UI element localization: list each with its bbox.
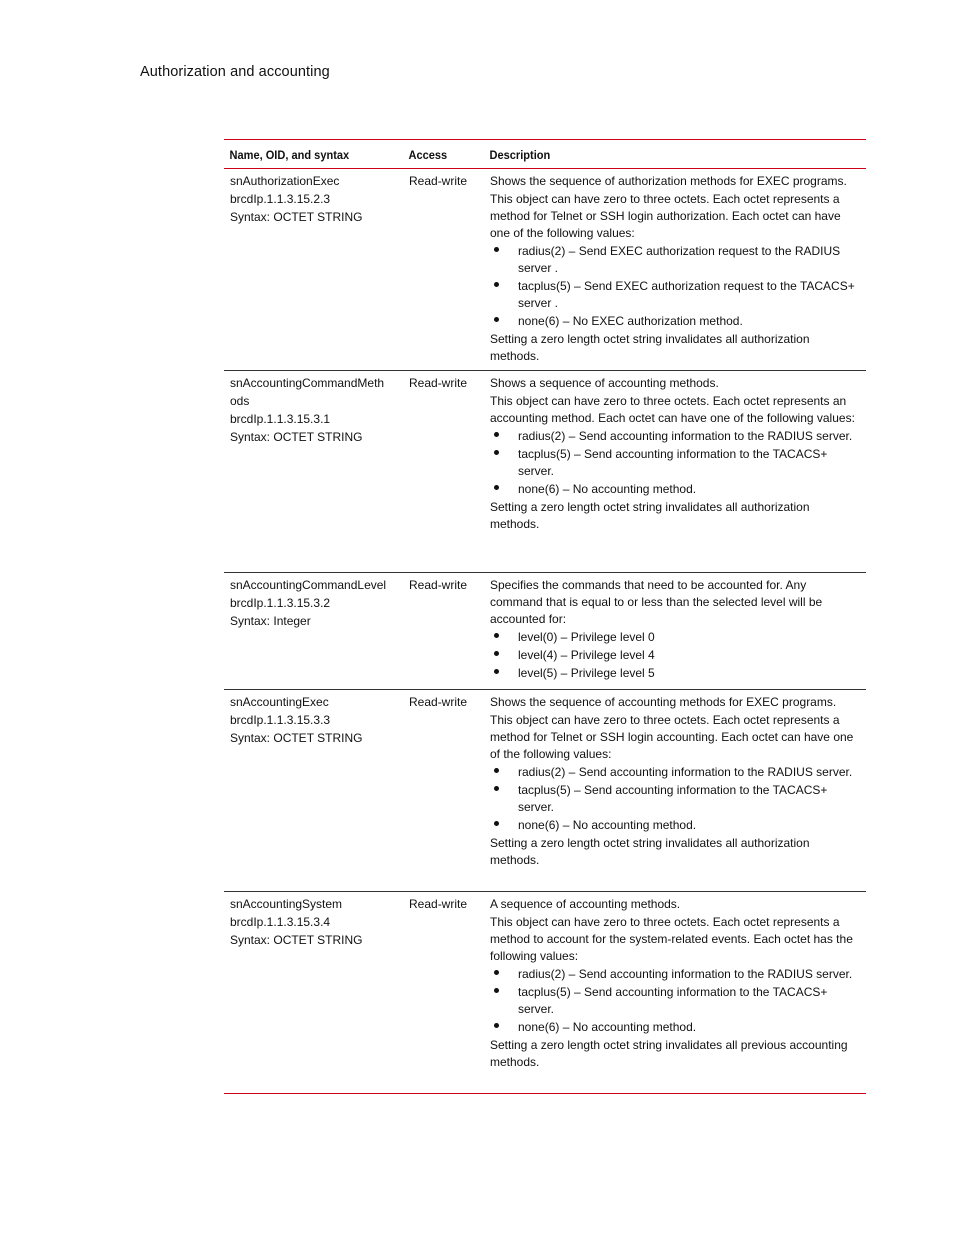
bullet-icon <box>494 651 499 656</box>
access-cell <box>403 375 484 393</box>
list-item <box>490 629 862 646</box>
description-cell <box>484 577 866 683</box>
list-item-text: tacplus(5) – Send accounting information to the TACACS+ server. <box>518 447 828 478</box>
object-oid: brcdIp.1.1.3.15.3.1 <box>230 412 331 426</box>
list-item-text: none(6) – No accounting method. <box>518 818 697 832</box>
bullet-icon <box>494 282 499 287</box>
bullet-icon <box>494 970 499 975</box>
description-cell <box>484 173 866 366</box>
column-header-access: Access <box>408 148 448 162</box>
list-item-text: none(6) – No EXEC authorization method. <box>518 314 743 328</box>
access-value: Read-write <box>409 897 468 911</box>
table-row <box>224 690 866 892</box>
name-cell <box>224 694 403 748</box>
list-item-text: radius(2) – Send EXEC authorization request to the RADIUS server . <box>518 244 841 275</box>
value-list <box>490 243 862 330</box>
list-item <box>490 984 862 1018</box>
list-item-text: radius(2) – Send accounting information to the RADIUS server. <box>518 429 853 443</box>
value-list <box>490 428 862 498</box>
object-name-continued: ods <box>230 394 250 408</box>
object-name: snAccountingExec <box>230 695 329 709</box>
table-row <box>224 371 866 573</box>
name-cell <box>224 577 403 631</box>
list-item-text: tacplus(5) – Send EXEC authorization request to the TACACS+ server . <box>518 279 855 310</box>
list-item <box>490 446 862 480</box>
list-item-text: level(0) – Privilege level 0 <box>518 630 655 644</box>
list-item-text: radius(2) – Send accounting information to the RADIUS server. <box>518 765 853 779</box>
name-cell <box>224 896 403 950</box>
list-item <box>490 764 862 781</box>
list-item-text: level(4) – Privilege level 4 <box>518 648 655 662</box>
object-oid: brcdIp.1.1.3.15.3.4 <box>230 915 331 929</box>
list-item-text: none(6) – No accounting method. <box>518 482 697 496</box>
description-cell <box>484 694 866 870</box>
value-list <box>490 966 862 1036</box>
list-item <box>490 966 862 983</box>
bullet-icon <box>494 1023 499 1028</box>
bullet-icon <box>494 669 499 674</box>
description-text: Shows a sequence of accounting methods. <box>490 376 719 390</box>
description-text: This object can have zero to three octets. Each octet represents a method for Telnet or SSH login accounting. Each octet can have one of the following values: <box>490 713 854 761</box>
access-value: Read-write <box>409 695 468 709</box>
access-value: Read-write <box>409 578 468 592</box>
object-syntax: Syntax: OCTET STRING <box>230 210 363 224</box>
access-cell <box>403 173 484 191</box>
description-text: Specifies the commands that need to be accounted for. Any command that is equal to or less than the selected level will be accounted for: <box>490 578 823 626</box>
object-oid: brcdIp.1.1.3.15.2.3 <box>230 192 331 206</box>
list-item-text: tacplus(5) – Send accounting information to the TACACS+ server. <box>518 985 828 1016</box>
object-syntax: Syntax: OCTET STRING <box>230 731 363 745</box>
description-note: Setting a zero length octet string invalidates all authorization methods. <box>490 500 810 531</box>
object-syntax: Syntax: OCTET STRING <box>230 933 363 947</box>
list-item <box>490 817 862 834</box>
object-name: snAccountingCommandLevel <box>230 578 387 592</box>
access-cell <box>403 577 484 595</box>
description-cell <box>484 375 866 534</box>
list-item-text: tacplus(5) – Send accounting information to the TACACS+ server. <box>518 783 828 814</box>
access-cell <box>403 896 484 914</box>
access-value: Read-write <box>409 376 468 390</box>
bullet-icon <box>494 247 499 252</box>
object-syntax: Syntax: Integer <box>230 614 311 628</box>
list-item <box>490 665 862 682</box>
list-item <box>490 278 862 312</box>
object-name: snAccountingCommandMeth <box>230 376 385 390</box>
bullet-icon <box>494 432 499 437</box>
object-name: snAccountingSystem <box>230 897 343 911</box>
mib-objects-table <box>224 139 866 1094</box>
list-item <box>490 1019 862 1036</box>
bullet-icon <box>494 485 499 490</box>
description-text: Shows the sequence of accounting methods for EXEC programs. <box>490 695 837 709</box>
name-cell <box>224 173 403 227</box>
bullet-icon <box>494 633 499 638</box>
bullet-icon <box>494 786 499 791</box>
list-item-text: radius(2) – Send accounting information to the RADIUS server. <box>518 967 853 981</box>
description-text: This object can have zero to three octets. Each octet represents a method to account for the system-related events. Each octet has the following values: <box>490 915 853 963</box>
list-item-text: none(6) – No accounting method. <box>518 1020 697 1034</box>
object-syntax: Syntax: OCTET STRING <box>230 430 363 444</box>
page-header-title: Authorization and accounting <box>140 64 330 80</box>
description-cell <box>484 896 866 1072</box>
list-item <box>490 481 862 498</box>
access-cell <box>403 694 484 712</box>
list-item <box>490 428 862 445</box>
list-item-text: level(5) – Privilege level 5 <box>518 666 655 680</box>
table-row <box>224 169 866 371</box>
object-name: snAuthorizationExec <box>230 174 340 188</box>
list-item <box>490 782 862 816</box>
object-oid: brcdIp.1.1.3.15.3.2 <box>230 596 331 610</box>
value-list <box>490 764 862 834</box>
table-header-row <box>224 140 866 169</box>
bullet-icon <box>494 768 499 773</box>
bullet-icon <box>494 821 499 826</box>
description-text: A sequence of accounting methods. <box>490 897 681 911</box>
table-row <box>224 892 866 1093</box>
name-cell <box>224 375 403 447</box>
list-item <box>490 243 862 277</box>
list-item <box>490 647 862 664</box>
description-text: This object can have zero to three octets. Each octet represents a method for Telnet or SSH login authorization. Each octet can have one of the following values: <box>490 192 841 240</box>
column-header-name: Name, OID, and syntax <box>229 148 350 162</box>
bullet-icon <box>494 450 499 455</box>
table-row <box>224 573 866 690</box>
description-text: Shows the sequence of authorization methods for EXEC programs. <box>490 174 847 188</box>
value-list <box>490 629 862 682</box>
description-text: This object can have zero to three octets. Each octet represents an accounting method. Each octet can have one of the following values: <box>490 394 855 425</box>
description-note: Setting a zero length octet string invalidates all previous accounting methods. <box>490 1038 848 1069</box>
description-note: Setting a zero length octet string invalidates all authorization methods. <box>490 836 810 867</box>
column-header-description: Description <box>489 148 551 162</box>
list-item <box>490 313 862 330</box>
object-oid: brcdIp.1.1.3.15.3.3 <box>230 713 331 727</box>
bullet-icon <box>494 988 499 993</box>
bullet-icon <box>494 317 499 322</box>
access-value: Read-write <box>409 174 468 188</box>
description-note: Setting a zero length octet string invalidates all authorization methods. <box>490 332 810 363</box>
